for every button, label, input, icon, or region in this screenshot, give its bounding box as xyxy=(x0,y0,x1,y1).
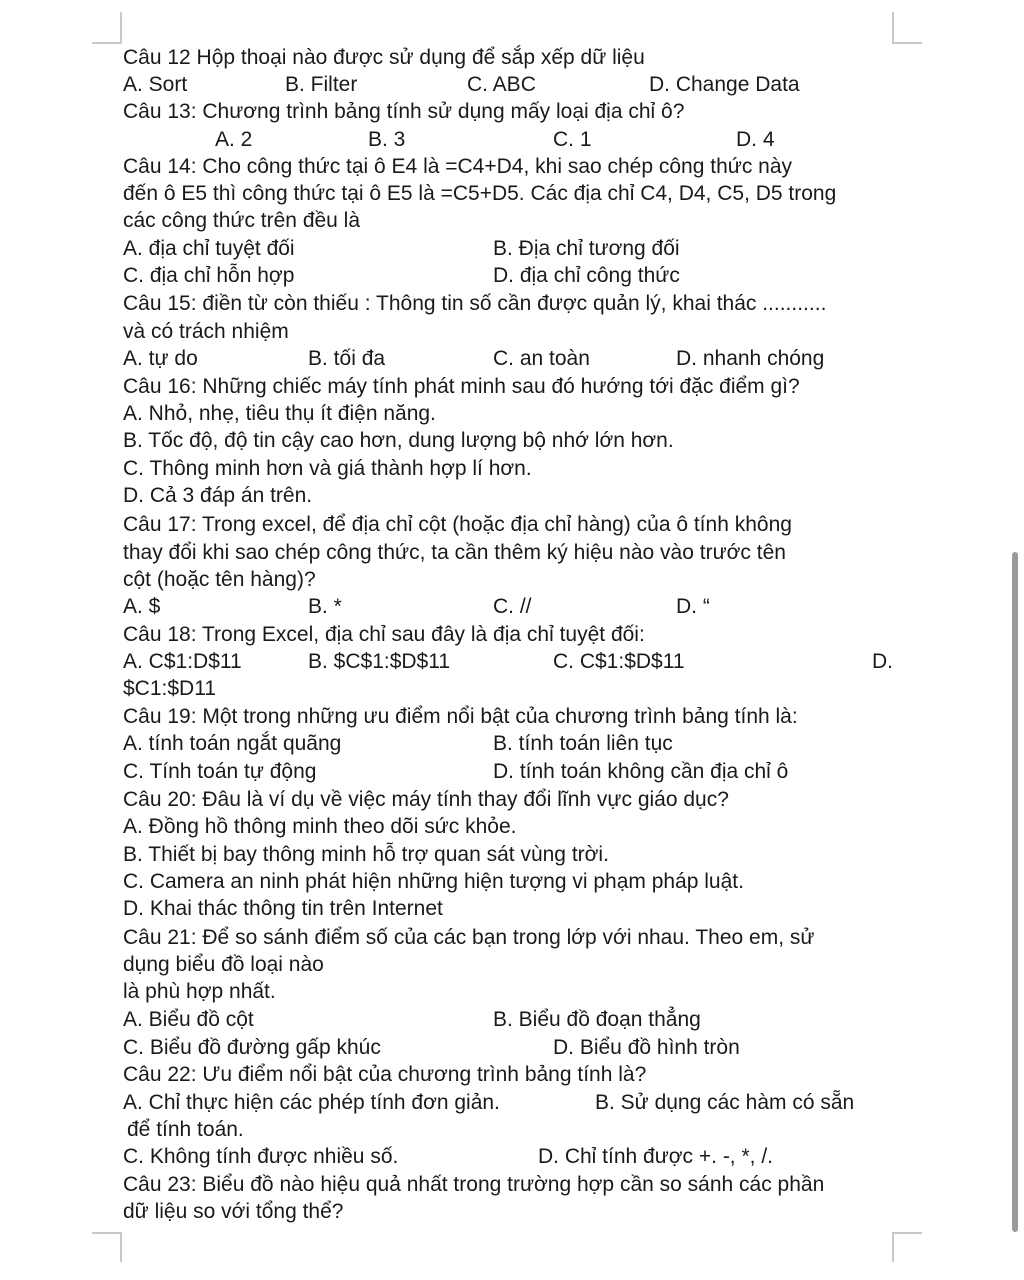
option-d: D. Khai thác thông tin trên Internet xyxy=(123,897,443,920)
question-text: là phù hợp nhất. xyxy=(123,980,276,1003)
option-c: C. Tính toán tự động xyxy=(123,760,317,783)
question-14: Câu 14: Cho công thức tại ô E4 là =C4+D4, khi sao chép công thức này xyxy=(123,155,793,178)
option-a: A. $ xyxy=(123,595,161,618)
option-d: D. Biểu đồ hình tròn xyxy=(553,1036,740,1059)
option-c: C. ABC xyxy=(467,73,536,96)
option-b-continued: để tính toán. xyxy=(127,1118,244,1141)
option-a: A. Chỉ thực hiện các phép tính đơn giản. xyxy=(123,1091,500,1114)
question-16: Câu 16: Những chiếc máy tính phát minh sau đó hướng tới đặc điểm gì? xyxy=(123,375,800,398)
option-d: D. xyxy=(872,650,893,673)
option-a: A. tính toán ngắt quãng xyxy=(123,732,342,755)
question-20: Câu 20: Đâu là ví dụ về việc máy tính thay đổi lĩnh vực giáo dục? xyxy=(123,788,729,811)
option-d: D. Change Data xyxy=(649,73,800,96)
option-b: B. Địa chỉ tương đối xyxy=(493,237,680,260)
option-b: B. tính toán liên tục xyxy=(493,732,673,755)
question-17: Câu 17: Trong excel, để địa chỉ cột (hoặc địa chỉ hàng) của ô tính không xyxy=(123,513,792,536)
question-19: Câu 19: Một trong những ưu điểm nổi bật của chương trình bảng tính là: xyxy=(123,705,798,728)
option-d: D. tính toán không cần địa chỉ ô xyxy=(493,760,789,783)
question-text: cột (hoặc tên hàng)? xyxy=(123,568,316,591)
question-text: các công thức trên đều là xyxy=(123,209,361,232)
option-b: B. 3 xyxy=(368,128,406,151)
option-a: A. Nhỏ, nhẹ, tiêu thụ ít điện năng. xyxy=(123,402,436,425)
option-d: D. 4 xyxy=(736,128,775,151)
question-13: Câu 13: Chương trình bảng tính sử dụng mấy loại địa chỉ ô? xyxy=(123,100,685,123)
option-a: A. Biểu đồ cột xyxy=(123,1008,254,1031)
option-a: A. 2 xyxy=(215,128,253,151)
option-c: C. // xyxy=(493,595,532,618)
option-c: C. Biểu đồ đường gấp khúc xyxy=(123,1036,381,1059)
question-18: Câu 18: Trong Excel, địa chỉ sau đây là địa chỉ tuyệt đối: xyxy=(123,623,645,646)
option-d: D. nhanh chóng xyxy=(676,347,825,370)
option-a: A. địa chỉ tuyệt đối xyxy=(123,237,295,260)
option-a: A. tự do xyxy=(123,347,198,370)
option-b: B. Thiết bị bay thông minh hỗ trợ quan sát vùng trời. xyxy=(123,843,609,866)
option-b: B. $C$1:$D$11 xyxy=(308,650,451,673)
option-a: A. Sort xyxy=(123,73,188,96)
option-d: D. “ xyxy=(676,595,710,618)
question-text: dữ liệu so với tổng thể? xyxy=(123,1200,344,1223)
option-c: C. Không tính được nhiều số. xyxy=(123,1145,399,1168)
question-22: Câu 22: Ưu điểm nổi bật của chương trình bảng tính là? xyxy=(123,1063,647,1086)
option-a: A. C$1:D$11 xyxy=(123,650,242,673)
question-12: Câu 12 Hộp thoại nào được sử dụng để sắp xếp dữ liệu xyxy=(123,46,645,69)
option-b: B. * xyxy=(308,595,342,618)
option-b: B. Tốc độ, độ tin cậy cao hơn, dung lượng bộ nhớ lớn hơn. xyxy=(123,429,674,452)
option-a: A. Đồng hồ thông minh theo dõi sức khỏe. xyxy=(123,815,517,838)
option-d-value: $C1:$D11 xyxy=(123,677,217,700)
question-15: Câu 15: điền từ còn thiếu : Thông tin số cần được quản lý, khai thác ........... xyxy=(123,292,827,315)
option-d: D. địa chỉ công thức xyxy=(493,264,680,287)
option-d: D. Cả 3 đáp án trên. xyxy=(123,484,313,507)
option-c: C. an toàn xyxy=(493,347,590,370)
question-text: đến ô E5 thì công thức tại ô E5 là =C5+D5. Các địa chỉ C4, D4, C5, D5 trong xyxy=(123,182,837,205)
option-d: D. Chỉ tính được +. -, *, /. xyxy=(538,1145,773,1168)
option-c: C. C$1:$D$11 xyxy=(553,650,685,673)
question-text: dụng biểu đồ loại nào xyxy=(123,953,324,976)
option-c: C. 1 xyxy=(553,128,592,151)
question-text: thay đổi khi sao chép công thức, ta cần thêm ký hiệu nào vào trước tên xyxy=(123,541,786,564)
question-text: và có trách nhiệm xyxy=(123,320,289,343)
option-b: B. tối đa xyxy=(308,347,386,370)
option-c: C. Thông minh hơn và giá thành hợp lí hơn. xyxy=(123,457,532,480)
option-c: C. Camera an ninh phát hiện những hiện tượng vi phạm pháp luật. xyxy=(123,870,744,893)
option-b: B. Filter xyxy=(285,73,358,96)
question-21: Câu 21: Để so sánh điểm số của các bạn trong lớp với nhau. Theo em, sử xyxy=(123,926,815,949)
option-c: C. địa chỉ hỗn hợp xyxy=(123,264,295,287)
option-b: B. Sử dụng các hàm có sẵn xyxy=(595,1091,855,1114)
question-23: Câu 23: Biểu đồ nào hiệu quả nhất trong trường hợp cần so sánh các phần xyxy=(123,1173,825,1196)
option-b: B. Biểu đồ đoạn thẳng xyxy=(493,1008,701,1031)
